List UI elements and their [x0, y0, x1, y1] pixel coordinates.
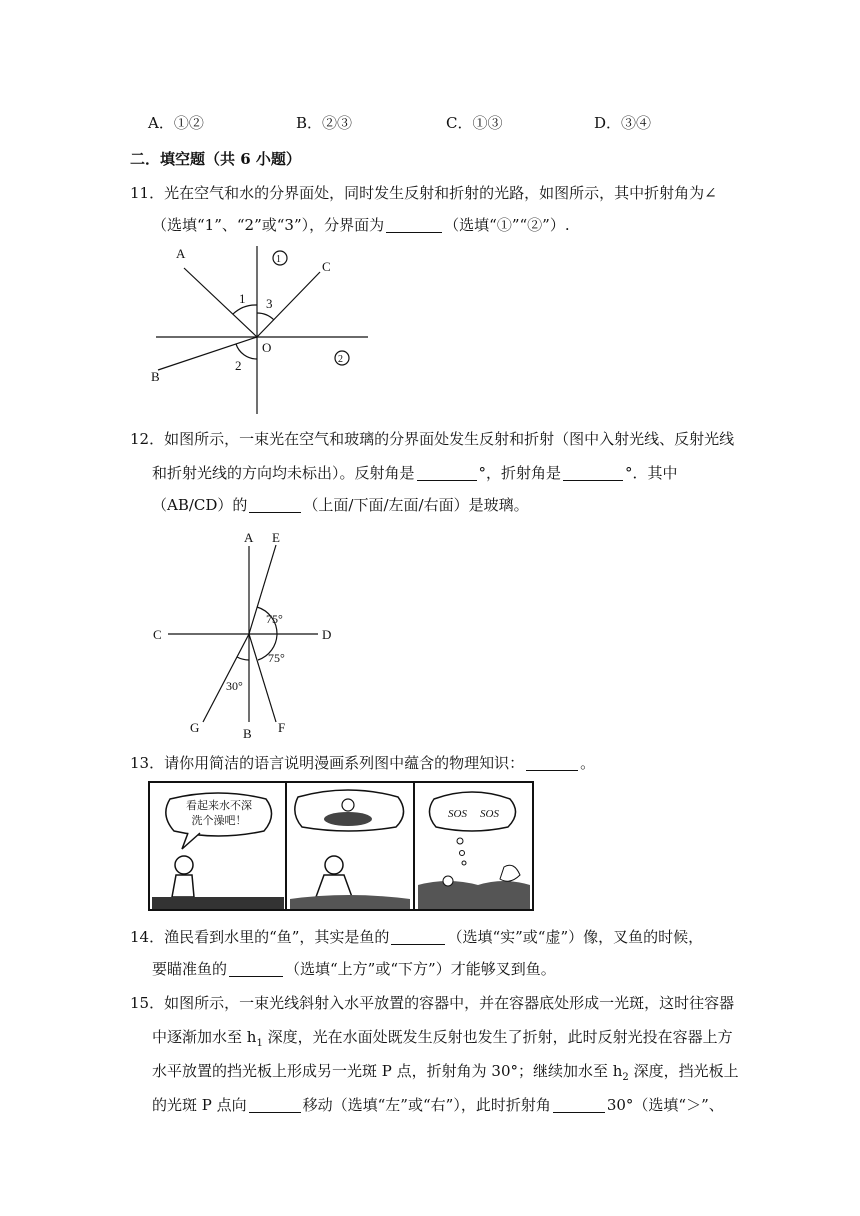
q15-text-d: 深度，挡光板上	[628, 1062, 739, 1080]
q11-label-o: O	[262, 340, 272, 355]
q14-blank-image-type[interactable]	[391, 928, 445, 945]
q15-text-g: 30°（选填“＞”、	[606, 1096, 724, 1114]
q13-text-b: 。	[580, 754, 596, 772]
q14-line2	[152, 958, 556, 980]
option-d: D．③④	[594, 114, 652, 132]
comic-water-in-cloud	[324, 812, 372, 826]
q11-label-angle-1: 1	[239, 291, 246, 306]
q14-text-c: 要瞄准鱼的	[152, 960, 228, 978]
q12-label-a: A	[244, 530, 254, 545]
q11-line1: 11．光在空气和水的分界面处，同时发生反射和折射的光路，如图所示，其中折射角为∠	[130, 184, 717, 202]
q11-label-medium-2: 2	[338, 354, 343, 365]
q12-angle-label-2: 75°	[268, 651, 285, 665]
comic-person-body-1	[172, 875, 194, 897]
q12-text-a: 和折射光线的方向均未标出）。反射角是	[152, 464, 415, 482]
comic-sos-cloud	[429, 792, 515, 831]
q14-line1	[130, 926, 703, 948]
q12-label-f: F	[278, 720, 286, 735]
comic-ground-1	[152, 897, 284, 909]
q12-label-g: G	[190, 720, 200, 735]
option-a: A．①②	[148, 114, 204, 132]
comic-person-head-thought	[342, 799, 354, 811]
q13-text-a: 13．请你用简洁的语言说明漫画系列图中蕴含的物理知识：	[130, 754, 525, 772]
comic-person-head-2	[325, 856, 343, 874]
q12-ray-f	[249, 634, 276, 722]
q15-line3	[152, 1060, 739, 1089]
q15-text-f: 移动（选填“左”或“右”），此时折射角	[302, 1096, 551, 1114]
q13-comic-strip	[148, 781, 534, 911]
option-c: C．①③	[446, 114, 503, 132]
q11-label-a: A	[176, 246, 186, 261]
q12-label-b: B	[243, 726, 252, 741]
q12-angle-arc-3	[237, 657, 249, 660]
q15-text-b: 深度，光在水面处既发生反射也发生了折射，此时反射光投在容器上方	[262, 1028, 733, 1046]
q15-blank-compare[interactable]	[553, 1096, 605, 1113]
q15-line2	[152, 1026, 733, 1055]
q12-text-d: （AB/CD）的	[152, 496, 248, 514]
comic-water-3	[418, 881, 530, 909]
q11-label-c: C	[322, 259, 331, 274]
q13-line1	[130, 752, 595, 774]
q14-text-b: （选填“实”或“虚”）像，叉鱼的时候，	[447, 928, 704, 946]
q12-label-d: D	[322, 627, 332, 642]
q12-angle-label-3: 30°	[226, 679, 243, 693]
q15-text-a: 中逐渐加水至 h	[152, 1028, 257, 1046]
q12-text-e: （上面/下面/左面/右面）是玻璃。	[303, 496, 529, 514]
q15-line4	[152, 1094, 724, 1116]
q15-text-c: 水平放置的挡光板上形成另一光斑 P 点，折射角为 30°；继续加水至 h	[152, 1062, 623, 1080]
comic-sos-1: SOS	[448, 808, 467, 820]
q11-label-angle-3: 3	[266, 296, 273, 311]
q12-ray-g	[203, 634, 249, 722]
comic-drowning-head	[443, 876, 453, 886]
q15-line1: 15．如图所示，一束光线斜射入水平放置的容器中，并在容器底处形成一光斑，这时往容器	[130, 994, 735, 1012]
q15-blank-direction[interactable]	[249, 1096, 301, 1113]
option-b: B．②③	[296, 114, 353, 132]
q11-label-b: B	[151, 369, 160, 384]
q12-text-c: °．其中	[625, 464, 678, 482]
section-title: 二．填空题（共 6 小题）	[130, 150, 301, 168]
q11-text-a: （选填“1”、“2”或“3”），分界面为	[152, 216, 385, 234]
q11-label-angle-2: 2	[235, 358, 242, 373]
q12-text-b: °，折射角是	[478, 464, 562, 482]
q12-label-c: C	[153, 627, 162, 642]
q15-sub-2: 2	[622, 1072, 629, 1083]
q12-label-e: E	[272, 530, 280, 545]
comic-sos-2: SOS	[480, 808, 499, 820]
comic-bubble-line-2: 洗个澡吧！	[191, 814, 247, 827]
q12-line1: 12．如图所示，一束光在空气和玻璃的分界面处发生反射和折射（图中入射光线、反射光线	[130, 430, 735, 448]
q11-label-medium-1: 1	[276, 254, 281, 265]
comic-person-head-1	[175, 856, 193, 874]
q12-angle-label-1: 75°	[266, 612, 283, 626]
q13-blank-answer[interactable]	[526, 754, 578, 771]
q14-blank-aim[interactable]	[229, 960, 283, 977]
q14-text-d: （选填“上方”或“下方”）才能够叉到鱼。	[285, 960, 556, 978]
q14-text-a: 14．渔民看到水里的“鱼”，其实是鱼的	[130, 928, 390, 946]
comic-bubble-text	[182, 798, 256, 828]
comic-water-2	[290, 895, 410, 909]
q11-text-b: （选填“①”“②”）.	[444, 216, 570, 234]
comic-bubble-line-1: 看起来水不深	[186, 799, 252, 812]
q15-text-e: 的光斑 P 点向	[152, 1096, 247, 1114]
q15-sub-1: 1	[256, 1038, 263, 1049]
